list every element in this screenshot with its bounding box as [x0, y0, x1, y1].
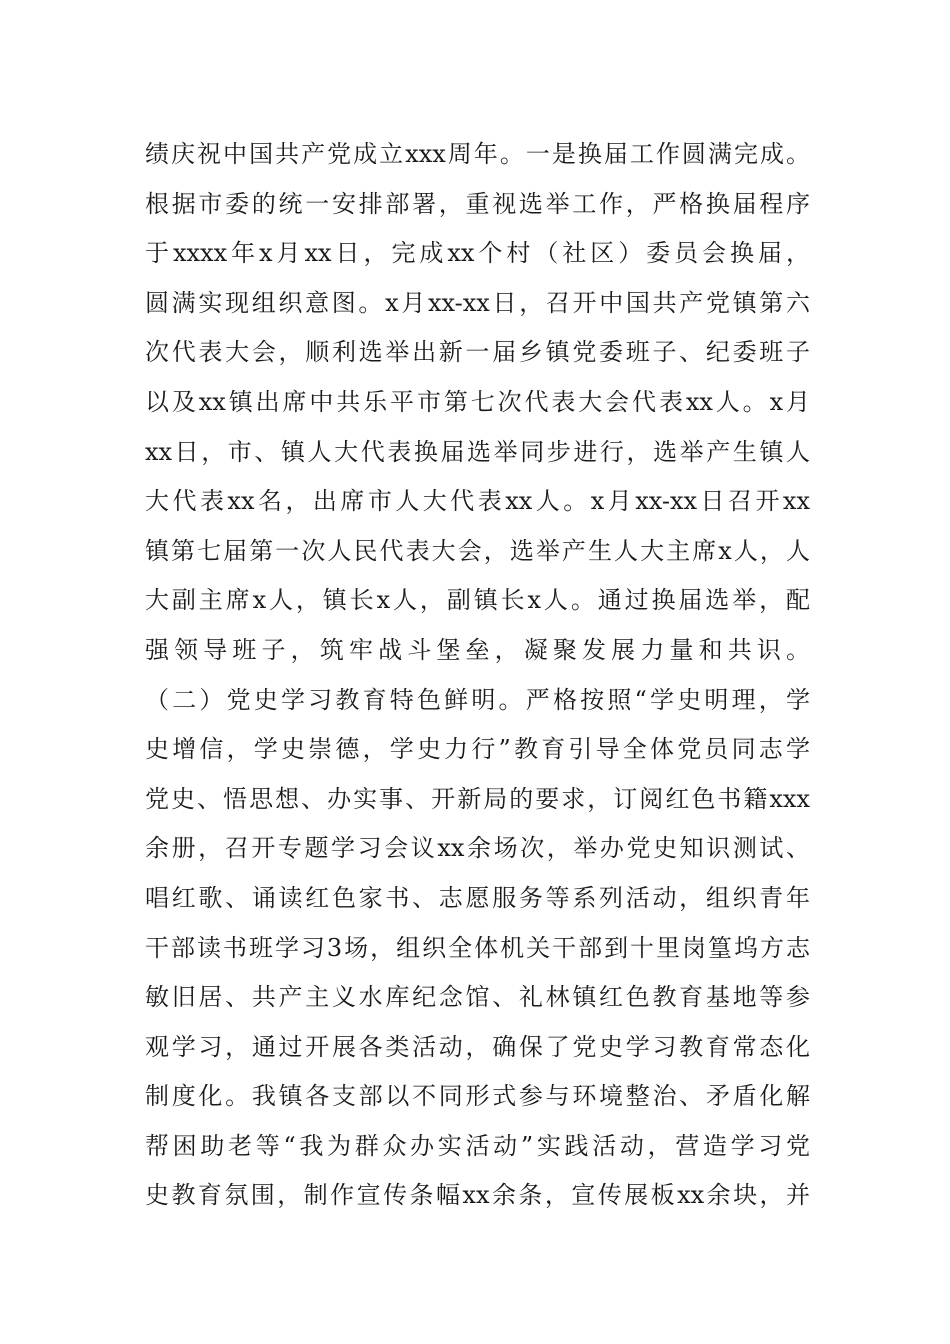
text-line: 制度化。我镇各支部以不同形式参与环境整治、矛盾化解	[145, 1082, 810, 1111]
text-line: （二）党史学习教育特色鲜明。严格按照“学史明理，学	[145, 685, 810, 714]
text-line: 镇第七届第一次人民代表大会，选举产生人大主席x人，人	[145, 536, 810, 565]
text-line: 帮困助老等“我为群众办实活动”实践活动，营造学习党	[145, 1131, 810, 1160]
text-line: 观学习，通过开展各类活动，确保了党史学习教育常态化	[145, 1032, 810, 1061]
text-line: xx日，市、镇人大代表换届选举同步进行，选举产生镇人	[145, 437, 810, 466]
body-text	[145, 130, 810, 1221]
text-line: 党史、悟思想、办实事、开新局的要求，订阅红色书籍xxx	[145, 784, 810, 813]
text-line: 以及xx镇出席中共乐平市第七次代表大会代表xx人。x月	[145, 387, 810, 416]
text-line: 敏旧居、共产主义水库纪念馆、礼林镇红色教育基地等参	[145, 983, 810, 1012]
text-line: 绩庆祝中国共产党成立xxx周年。一是换届工作圆满完成。	[145, 140, 810, 168]
text-line: 史教育氛围，制作宣传条幅xx余条，宣传展板xx余块，并	[145, 1181, 810, 1210]
text-line: 唱红歌、诵读红色家书、志愿服务等系列活动，组织青年	[145, 883, 810, 912]
text-line: 大副主席x人，镇长x人，副镇长x人。通过换届选举，配	[145, 586, 810, 615]
text-line: 次代表大会，顺利选举出新一届乡镇党委班子、纪委班子	[145, 338, 810, 367]
text-line: 史增信，学史崇德，学史力行”教育引导全体党员同志学	[145, 735, 810, 764]
text-line: 于xxxx年x月xx日，完成xx个村（社区）委员会换届，	[145, 239, 810, 268]
text-line: 圆满实现组织意图。x月xx-xx日，召开中国共产党镇第六	[145, 288, 810, 317]
text-line: 强领导班子，筑牢战斗堡垒，凝聚发展力量和共识。	[145, 635, 810, 664]
text-line: 余册，召开专题学习会议xx余场次，举办党史知识测试、	[145, 834, 810, 863]
text-line: 大代表xx名，出席市人大代表xx人。x月xx-xx日召开xx	[145, 487, 810, 516]
text-line: 干部读书班学习3场，组织全体机关干部到十里岗篁坞方志	[145, 933, 810, 962]
text-line: 根据市委的统一安排部署，重视选举工作，严格换届程序	[145, 189, 810, 218]
